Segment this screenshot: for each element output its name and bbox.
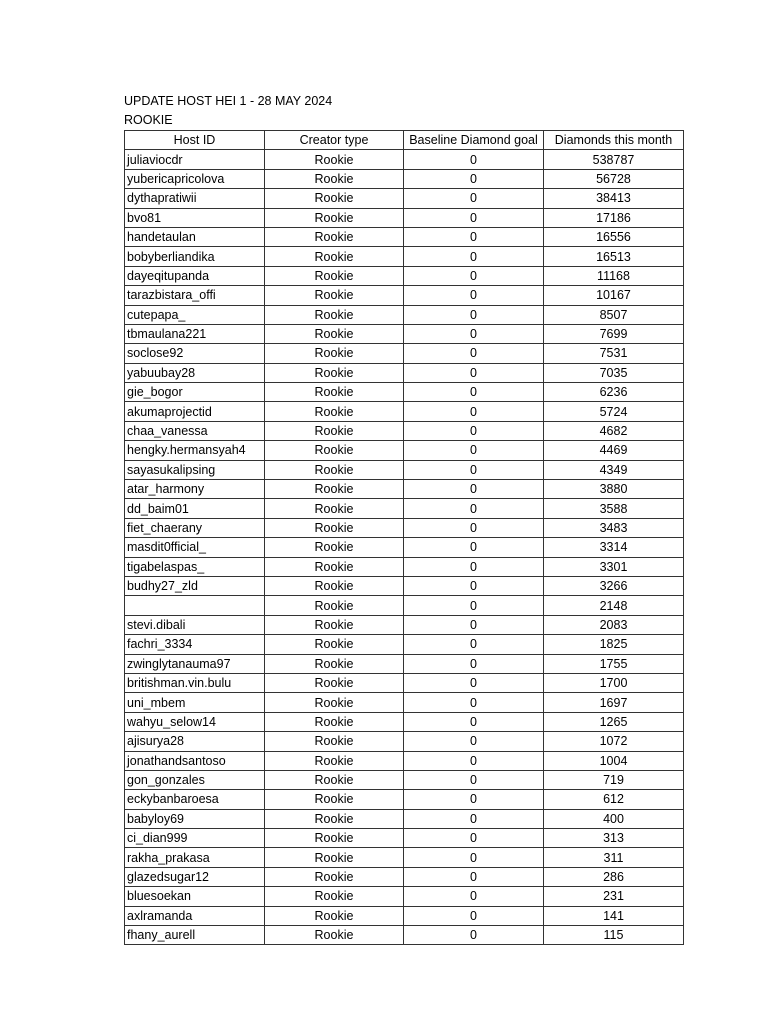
baseline-goal-cell: 0: [404, 286, 544, 305]
diamonds-cell: 2083: [544, 615, 684, 634]
table-row: [125, 480, 684, 499]
creator-type-cell: Rookie: [265, 926, 404, 945]
baseline-goal-cell: 0: [404, 790, 544, 809]
diamonds-cell: 3301: [544, 557, 684, 576]
table-row: [125, 926, 684, 945]
host-id-cell: tigabelaspas_: [125, 557, 265, 576]
host-id-cell: tarazbistara_offi: [125, 286, 265, 305]
diamonds-cell: 1265: [544, 712, 684, 731]
host-table: [124, 130, 684, 945]
host-id-cell: babyloy69: [125, 809, 265, 828]
host-id-cell: uni_mbem: [125, 693, 265, 712]
host-id-cell: fachri_3334: [125, 635, 265, 654]
baseline-goal-cell: 0: [404, 421, 544, 440]
diamonds-cell: 3483: [544, 518, 684, 537]
baseline-goal-cell: 0: [404, 751, 544, 770]
diamonds-cell: 7531: [544, 344, 684, 363]
diamonds-cell: 400: [544, 809, 684, 828]
table-row: [125, 460, 684, 479]
creator-type-cell: Rookie: [265, 867, 404, 886]
host-id-cell: zwinglytanauma97: [125, 654, 265, 673]
table-row: [125, 247, 684, 266]
baseline-goal-cell: 0: [404, 460, 544, 479]
host-id-cell: chaa_vanessa: [125, 421, 265, 440]
diamonds-cell: 1825: [544, 635, 684, 654]
diamonds-cell: 231: [544, 887, 684, 906]
table-row: [125, 887, 684, 906]
creator-type-cell: Rookie: [265, 887, 404, 906]
host-id-cell: atar_harmony: [125, 480, 265, 499]
table-row: [125, 809, 684, 828]
host-id-cell: soclose92: [125, 344, 265, 363]
column-header-creator-type: Creator type: [265, 131, 404, 150]
host-id-cell: gon_gonzales: [125, 770, 265, 789]
host-id-cell: tbmaulana221: [125, 324, 265, 343]
creator-type-cell: Rookie: [265, 460, 404, 479]
creator-type-cell: Rookie: [265, 751, 404, 770]
creator-type-cell: Rookie: [265, 499, 404, 518]
diamonds-cell: 1004: [544, 751, 684, 770]
host-id-cell: stevi.dibali: [125, 615, 265, 634]
baseline-goal-cell: 0: [404, 732, 544, 751]
table-row: [125, 344, 684, 363]
table-row: [125, 169, 684, 188]
creator-type-cell: Rookie: [265, 538, 404, 557]
diamonds-cell: 1072: [544, 732, 684, 751]
baseline-goal-cell: 0: [404, 693, 544, 712]
diamonds-cell: 7699: [544, 324, 684, 343]
table-row: [125, 538, 684, 557]
diamonds-cell: 1755: [544, 654, 684, 673]
host-id-cell: bluesoekan: [125, 887, 265, 906]
table-row: [125, 635, 684, 654]
host-id-cell: britishman.vin.bulu: [125, 673, 265, 692]
creator-type-cell: Rookie: [265, 286, 404, 305]
diamonds-cell: 313: [544, 829, 684, 848]
document-title: UPDATE HOST HEI 1 - 28 MAY 2024: [124, 94, 333, 108]
host-id-cell: dayeqitupanda: [125, 266, 265, 285]
diamonds-cell: 612: [544, 790, 684, 809]
baseline-goal-cell: 0: [404, 770, 544, 789]
table-row: [125, 790, 684, 809]
baseline-goal-cell: 0: [404, 344, 544, 363]
baseline-goal-cell: 0: [404, 169, 544, 188]
creator-type-cell: Rookie: [265, 363, 404, 382]
table-row: [125, 383, 684, 402]
baseline-goal-cell: 0: [404, 247, 544, 266]
baseline-goal-cell: 0: [404, 441, 544, 460]
table-row: [125, 829, 684, 848]
creator-type-cell: Rookie: [265, 732, 404, 751]
baseline-goal-cell: 0: [404, 576, 544, 595]
host-id-cell: ci_dian999: [125, 829, 265, 848]
diamonds-cell: 3588: [544, 499, 684, 518]
creator-type-cell: Rookie: [265, 305, 404, 324]
host-id-cell: glazedsugar12: [125, 867, 265, 886]
creator-type-cell: Rookie: [265, 324, 404, 343]
host-id-cell: bvo81: [125, 208, 265, 227]
creator-type-cell: Rookie: [265, 673, 404, 692]
baseline-goal-cell: 0: [404, 518, 544, 537]
table-row: [125, 693, 684, 712]
table-row: [125, 363, 684, 382]
diamonds-cell: 311: [544, 848, 684, 867]
creator-type-cell: Rookie: [265, 518, 404, 537]
diamonds-cell: 4349: [544, 460, 684, 479]
baseline-goal-cell: 0: [404, 150, 544, 169]
creator-type-cell: Rookie: [265, 150, 404, 169]
baseline-goal-cell: 0: [404, 208, 544, 227]
table-row: [125, 189, 684, 208]
baseline-goal-cell: 0: [404, 829, 544, 848]
table-row: [125, 421, 684, 440]
creator-type-cell: Rookie: [265, 576, 404, 595]
baseline-goal-cell: 0: [404, 867, 544, 886]
table-row: [125, 324, 684, 343]
creator-type-cell: Rookie: [265, 654, 404, 673]
creator-type-cell: Rookie: [265, 480, 404, 499]
creator-type-cell: Rookie: [265, 790, 404, 809]
host-id-cell: dd_baim01: [125, 499, 265, 518]
creator-type-cell: Rookie: [265, 906, 404, 925]
creator-type-cell: Rookie: [265, 809, 404, 828]
diamonds-cell: 16556: [544, 227, 684, 246]
diamonds-cell: 38413: [544, 189, 684, 208]
diamonds-cell: 719: [544, 770, 684, 789]
creator-type-cell: Rookie: [265, 635, 404, 654]
creator-type-cell: Rookie: [265, 344, 404, 363]
table-body: [125, 150, 684, 945]
diamonds-cell: 7035: [544, 363, 684, 382]
creator-type-cell: Rookie: [265, 421, 404, 440]
baseline-goal-cell: 0: [404, 926, 544, 945]
host-id-cell: yabuubay28: [125, 363, 265, 382]
baseline-goal-cell: 0: [404, 480, 544, 499]
table-row: [125, 266, 684, 285]
baseline-goal-cell: 0: [404, 596, 544, 615]
creator-type-cell: Rookie: [265, 208, 404, 227]
table-row: [125, 732, 684, 751]
creator-type-cell: Rookie: [265, 189, 404, 208]
diamonds-cell: 56728: [544, 169, 684, 188]
diamonds-cell: 286: [544, 867, 684, 886]
table-row: [125, 673, 684, 692]
baseline-goal-cell: 0: [404, 227, 544, 246]
host-id-cell: yubericapricolova: [125, 169, 265, 188]
diamonds-cell: 3880: [544, 480, 684, 499]
diamonds-cell: 4469: [544, 441, 684, 460]
table-row: [125, 654, 684, 673]
table-row: [125, 499, 684, 518]
baseline-goal-cell: 0: [404, 809, 544, 828]
host-id-cell: gie_bogor: [125, 383, 265, 402]
diamonds-cell: 10167: [544, 286, 684, 305]
host-id-cell: [125, 596, 265, 615]
table-row: [125, 615, 684, 634]
host-id-cell: rakha_prakasa: [125, 848, 265, 867]
table-row: [125, 770, 684, 789]
baseline-goal-cell: 0: [404, 266, 544, 285]
baseline-goal-cell: 0: [404, 615, 544, 634]
table-row: [125, 286, 684, 305]
diamonds-cell: 4682: [544, 421, 684, 440]
table-row: [125, 848, 684, 867]
diamonds-cell: 8507: [544, 305, 684, 324]
host-id-cell: fiet_chaerany: [125, 518, 265, 537]
creator-type-cell: Rookie: [265, 383, 404, 402]
creator-type-cell: Rookie: [265, 247, 404, 266]
table-row: [125, 227, 684, 246]
column-header-diamonds: Diamonds this month: [544, 131, 684, 150]
host-id-cell: akumaprojectid: [125, 402, 265, 421]
baseline-goal-cell: 0: [404, 557, 544, 576]
host-id-cell: ajisurya28: [125, 732, 265, 751]
host-id-cell: bobyberliandika: [125, 247, 265, 266]
creator-type-cell: Rookie: [265, 169, 404, 188]
baseline-goal-cell: 0: [404, 712, 544, 731]
baseline-goal-cell: 0: [404, 538, 544, 557]
table-row: [125, 751, 684, 770]
diamonds-cell: 1697: [544, 693, 684, 712]
baseline-goal-cell: 0: [404, 189, 544, 208]
creator-type-cell: Rookie: [265, 227, 404, 246]
table-row: [125, 150, 684, 169]
creator-type-cell: Rookie: [265, 615, 404, 634]
baseline-goal-cell: 0: [404, 363, 544, 382]
baseline-goal-cell: 0: [404, 906, 544, 925]
table-row: [125, 305, 684, 324]
baseline-goal-cell: 0: [404, 402, 544, 421]
document-subtitle: ROOKIE: [124, 113, 173, 127]
diamonds-cell: 16513: [544, 247, 684, 266]
diamonds-cell: 538787: [544, 150, 684, 169]
host-id-cell: handetaulan: [125, 227, 265, 246]
creator-type-cell: Rookie: [265, 770, 404, 789]
baseline-goal-cell: 0: [404, 324, 544, 343]
table-row: [125, 402, 684, 421]
host-id-cell: cutepapa_: [125, 305, 265, 324]
table-row: [125, 576, 684, 595]
creator-type-cell: Rookie: [265, 266, 404, 285]
creator-type-cell: Rookie: [265, 557, 404, 576]
diamonds-cell: 2148: [544, 596, 684, 615]
diamonds-cell: 6236: [544, 383, 684, 402]
table-row: [125, 518, 684, 537]
table-row: [125, 906, 684, 925]
diamonds-cell: 141: [544, 906, 684, 925]
host-id-cell: masdit0fficial_: [125, 538, 265, 557]
baseline-goal-cell: 0: [404, 887, 544, 906]
creator-type-cell: Rookie: [265, 596, 404, 615]
table-row: [125, 867, 684, 886]
header-row: [125, 131, 684, 150]
creator-type-cell: Rookie: [265, 693, 404, 712]
host-id-cell: hengky.hermansyah4: [125, 441, 265, 460]
table-row: [125, 208, 684, 227]
table-row: [125, 441, 684, 460]
table-row: [125, 712, 684, 731]
creator-type-cell: Rookie: [265, 402, 404, 421]
baseline-goal-cell: 0: [404, 654, 544, 673]
baseline-goal-cell: 0: [404, 499, 544, 518]
diamonds-cell: 3266: [544, 576, 684, 595]
document-page: [124, 92, 684, 945]
host-id-cell: budhy27_zld: [125, 576, 265, 595]
baseline-goal-cell: 0: [404, 673, 544, 692]
diamonds-cell: 1700: [544, 673, 684, 692]
creator-type-cell: Rookie: [265, 829, 404, 848]
host-id-cell: sayasukalipsing: [125, 460, 265, 479]
host-id-cell: juliaviocdr: [125, 150, 265, 169]
diamonds-cell: 115: [544, 926, 684, 945]
baseline-goal-cell: 0: [404, 848, 544, 867]
host-id-cell: eckybanbaroesa: [125, 790, 265, 809]
diamonds-cell: 11168: [544, 266, 684, 285]
table-row: [125, 596, 684, 615]
table-row: [125, 557, 684, 576]
host-id-cell: wahyu_selow14: [125, 712, 265, 731]
host-id-cell: axlramanda: [125, 906, 265, 925]
baseline-goal-cell: 0: [404, 383, 544, 402]
diamonds-cell: 17186: [544, 208, 684, 227]
creator-type-cell: Rookie: [265, 848, 404, 867]
creator-type-cell: Rookie: [265, 441, 404, 460]
column-header-baseline-goal: Baseline Diamond goal: [404, 131, 544, 150]
baseline-goal-cell: 0: [404, 305, 544, 324]
diamonds-cell: 3314: [544, 538, 684, 557]
diamonds-cell: 5724: [544, 402, 684, 421]
baseline-goal-cell: 0: [404, 635, 544, 654]
host-id-cell: fhany_aurell: [125, 926, 265, 945]
creator-type-cell: Rookie: [265, 712, 404, 731]
host-id-cell: dythapratiwii: [125, 189, 265, 208]
column-header-host-id: Host ID: [125, 131, 265, 150]
host-id-cell: jonathandsantoso: [125, 751, 265, 770]
